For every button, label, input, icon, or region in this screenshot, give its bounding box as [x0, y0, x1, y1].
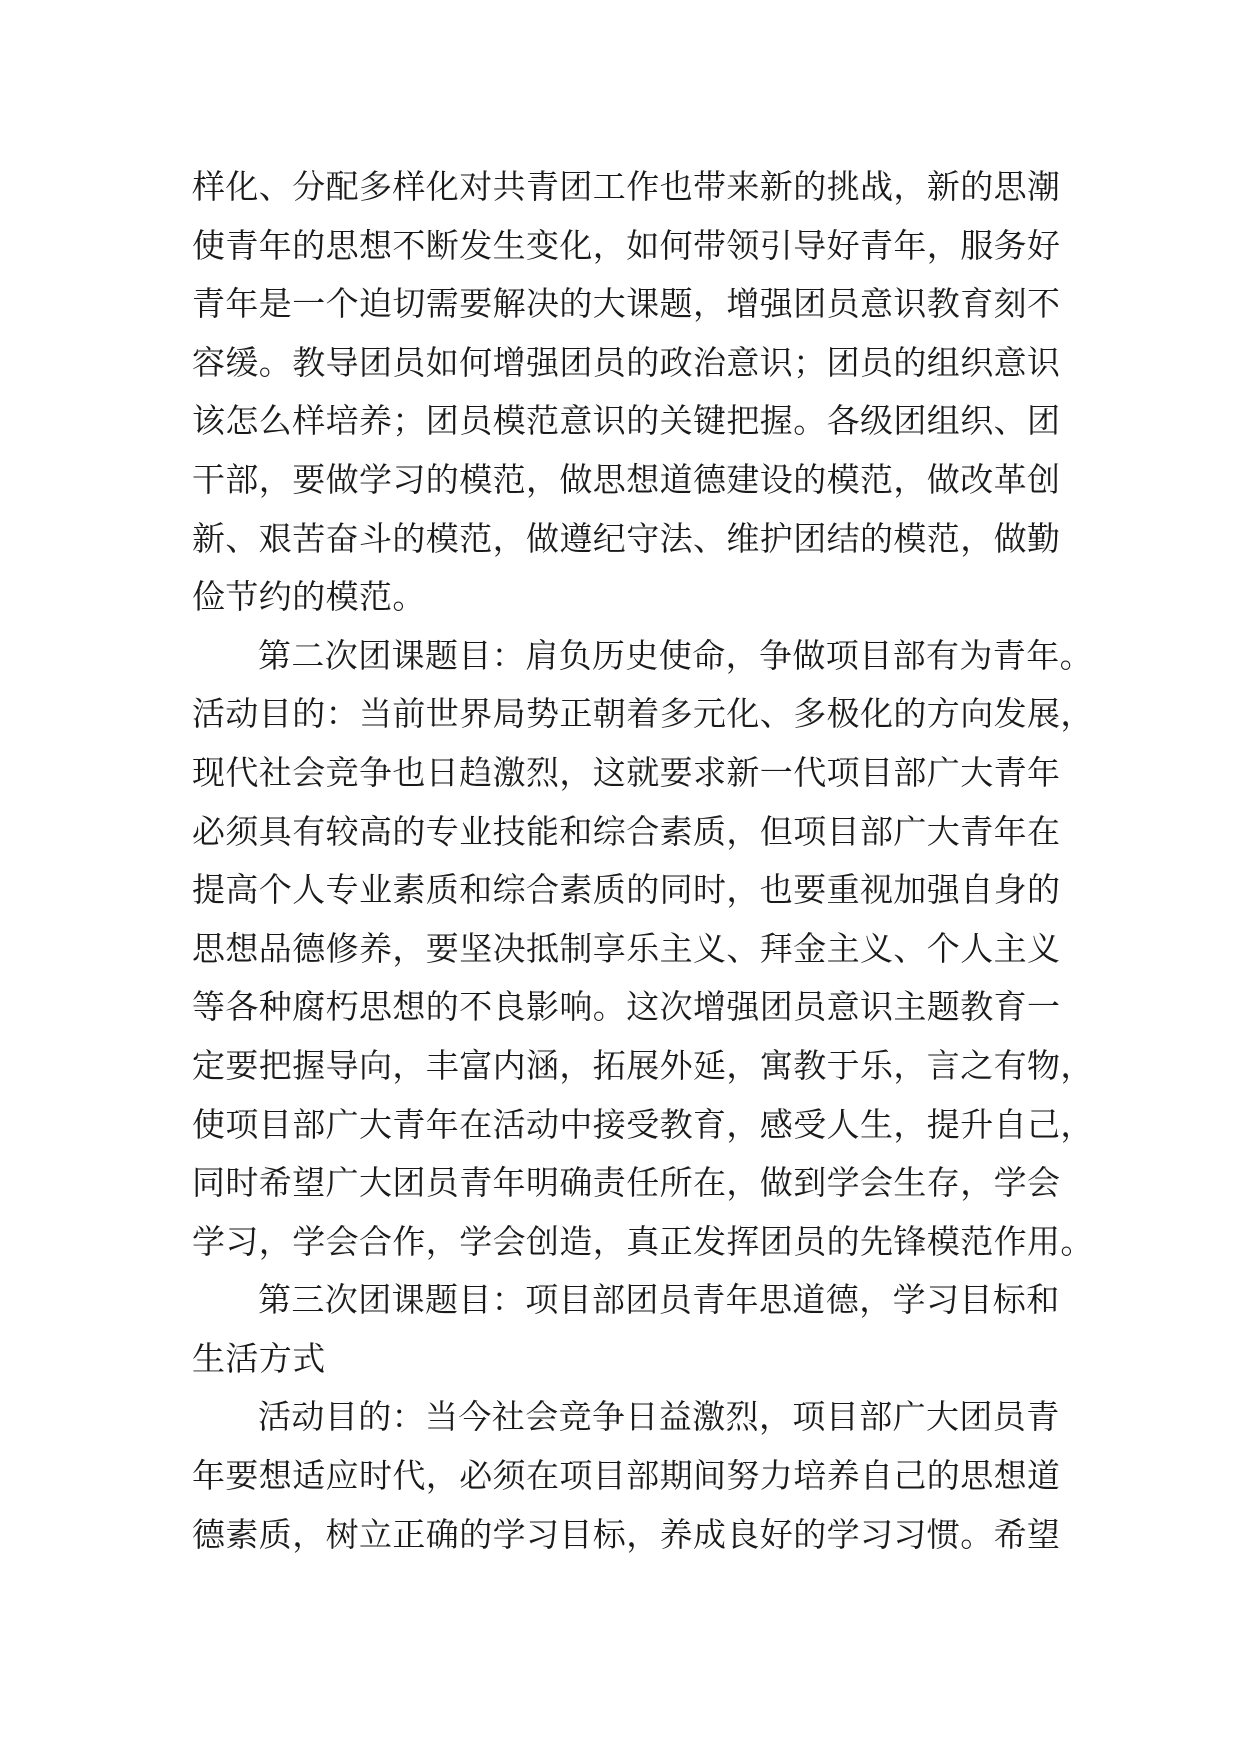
text-line: 提高个人专业素质和综合素质的同时，也要重视加强自身的: [192, 870, 1061, 910]
paragraph-first-line: 第二次团课题目：肩负历史使命，争做项目部有为青年。: [258, 635, 1093, 675]
text-line: 活动目的：当前世界局势正朝着多元化、多极化的方向发展，: [192, 694, 1094, 734]
text-line: 年要想适应时代，必须在项目部期间努力培养自己的思想道: [192, 1456, 1061, 1496]
text-line: 德素质，树立正确的学习目标，养成良好的学习习惯。希望: [192, 1514, 1061, 1554]
text-line: 使项目部广大青年在活动中接受教育，感受人生，提升自己，: [192, 1104, 1094, 1144]
paragraph-first-line: 第三次团课题目：项目部团员青年思道德，学习目标和: [258, 1280, 1060, 1320]
text-line: 同时希望广大团员青年明确责任所在，做到学会生存，学会: [192, 1163, 1061, 1203]
text-line: 干部，要做学习的模范，做思想道德建设的模范，做改革创: [192, 459, 1061, 499]
text-line: 容缓。教导团员如何增强团员的政治意识；团员的组织意识: [192, 342, 1061, 382]
text-line: 定要把握导向，丰富内涵，拓展外延，寓教于乐，言之有物，: [192, 1045, 1094, 1085]
text-line: 新、艰苦奋斗的模范，做遵纪守法、维护团结的模范，做勤: [192, 518, 1061, 558]
text-line: 俭节约的模范。: [192, 577, 426, 617]
text-line: 必须具有较高的专业技能和综合素质，但项目部广大青年在: [192, 811, 1061, 851]
text-line: 青年是一个迫切需要解决的大课题，增强团员意识教育刻不: [192, 284, 1061, 324]
text-line: 该怎么样培养；团员模范意识的关键把握。各级团组织、团: [192, 401, 1061, 441]
paragraph-first-line: 活动目的：当今社会竞争日益激烈，项目部广大团员青: [258, 1397, 1060, 1437]
text-line: 思想品德修养，要坚决抵制享乐主义、拜金主义、个人主义: [192, 928, 1061, 968]
text-line: 使青年的思想不断发生变化，如何带领引导好青年，服务好: [192, 225, 1061, 265]
text-line: 生活方式: [192, 1338, 326, 1378]
document-body: [192, 158, 1094, 1564]
text-line: 学习，学会合作，学会创造，真正发挥团员的先锋模范作用。: [192, 1221, 1094, 1261]
text-line: 等各种腐朽思想的不良影响。这次增强团员意识主题教育一: [192, 987, 1061, 1027]
text-line: 现代社会竞争也日趋激烈，这就要求新一代项目部广大青年: [192, 752, 1061, 792]
text-line: 样化、分配多样化对共青团工作也带来新的挑战，新的思潮: [192, 167, 1061, 206]
